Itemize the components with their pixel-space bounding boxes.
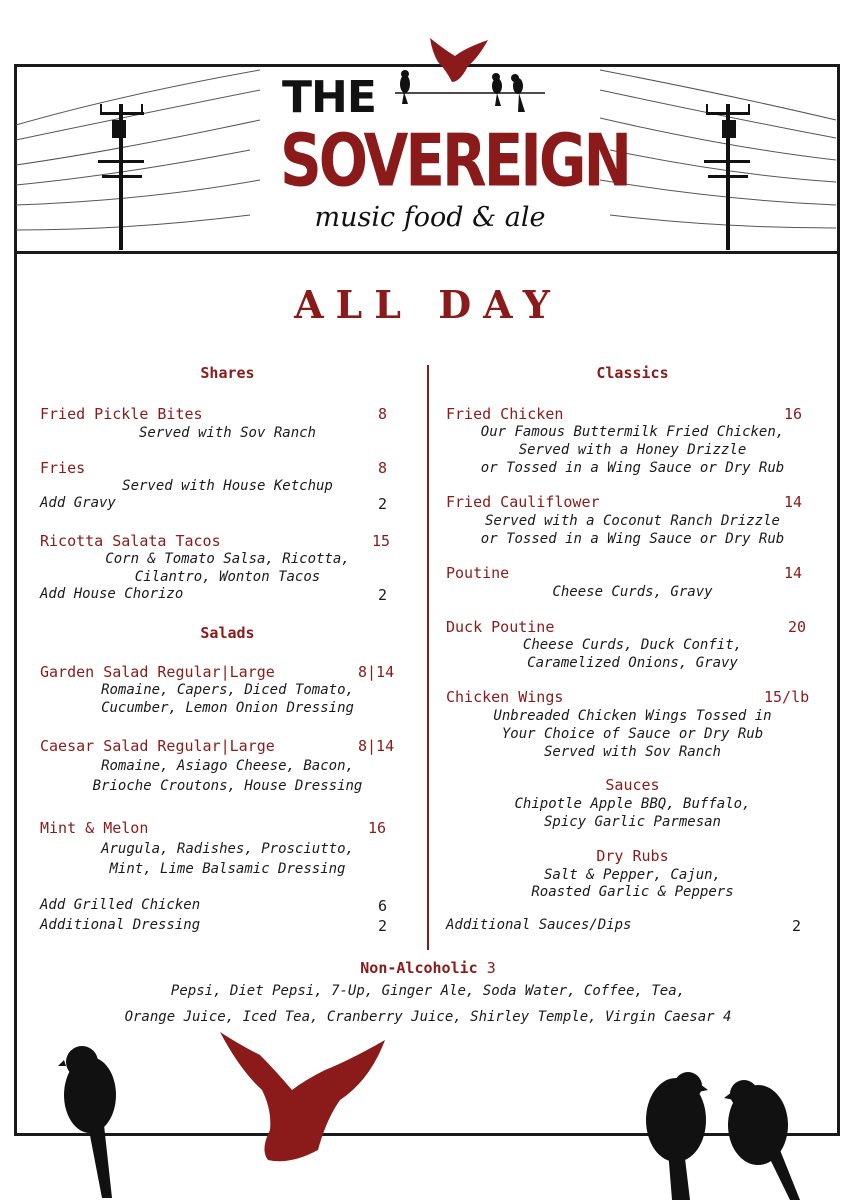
menu-item-name: Chicken Wings — [446, 688, 564, 706]
menu-item-desc: Romaine, Asiago Cheese, Bacon, — [101, 758, 354, 774]
menu-item-desc: Served with Sov Ranch — [543, 744, 721, 760]
menu-item-price: 14 — [784, 564, 803, 582]
menu-addon-price: 2 — [378, 495, 388, 513]
menu-addon-price: 2 — [378, 586, 388, 604]
menu-item-desc: Unbreaded Chicken Wings Tossed in — [493, 708, 772, 724]
menu-addon-label: Add Gravy — [40, 495, 116, 511]
menu-addon-price: 6 — [378, 897, 388, 915]
menu-item-price: 8|14 — [358, 663, 395, 681]
menu-item-desc: Served with a Coconut Ranch Drizzle — [484, 513, 780, 529]
menu-item-desc: Cheese Curds, Duck Confit, — [522, 637, 743, 653]
page-title: ALL DAY — [294, 282, 562, 327]
non-alcoholic-price: 3 — [486, 959, 496, 977]
sauces-line: Spicy Garlic Parmesan — [543, 814, 721, 830]
menu-addon-price: 2 — [378, 917, 388, 935]
menu-item-desc: Arugula, Radishes, Prosciutto, — [101, 841, 354, 857]
menu-item-desc: or Tossed in a Wing Sauce or Dry Rub — [480, 460, 785, 476]
non-alcoholic-heading: Non-Alcoholic — [360, 959, 478, 977]
menu-item-name: Ricotta Salata Tacos — [40, 532, 221, 550]
logo-tagline: music food & ale — [314, 202, 546, 233]
menu-item-desc: Served with a Honey Drizzle — [518, 442, 747, 458]
section-heading-classics: Classics — [596, 364, 669, 382]
menu-addon-price: 2 — [792, 917, 802, 935]
menu-item-price: 16 — [784, 405, 803, 423]
menu-item-name: Duck Poutine — [446, 618, 555, 636]
perched-birds-icon — [400, 70, 525, 112]
column-divider — [427, 365, 429, 950]
menu-item-price: 8 — [378, 405, 388, 423]
menu-addon-label: Add Grilled Chicken — [40, 897, 201, 913]
menu-item-desc: Caramelized Onions, Gravy — [527, 655, 738, 671]
menu-item-name: Fries — [40, 459, 86, 477]
menu-item-name: Fried Pickle Bites — [40, 405, 203, 423]
menu-item-desc: Cilantro, Wonton Tacos — [134, 569, 321, 585]
menu-item-name: Poutine — [446, 564, 510, 582]
utility-pole-right-icon — [704, 104, 750, 250]
flying-bird-bottom-icon — [220, 1032, 385, 1161]
menu-item-price: 20 — [788, 618, 807, 636]
menu-item-desc: Served with House Ketchup — [122, 478, 333, 494]
dry-rubs-line: Roasted Garlic & Peppers — [531, 884, 734, 900]
menu-addon-label: Additional Dressing — [40, 917, 201, 933]
birds-bottom-right-icon — [646, 1072, 800, 1200]
menu-item-desc: Brioche Croutons, House Dressing — [92, 778, 363, 794]
menu-item-price: 15/lb — [764, 688, 810, 706]
menu-item-desc: Our Famous Buttermilk Fried Chicken, — [480, 424, 785, 440]
menu-item-price: 16 — [368, 819, 387, 837]
menu-item-desc: Cheese Curds, Gravy — [552, 584, 713, 600]
menu-item-desc: Your Choice of Sauce or Dry Rub — [501, 726, 764, 742]
menu-item-desc: Cucumber, Lemon Onion Dressing — [101, 700, 354, 716]
non-alcoholic-line: Pepsi, Diet Pepsi, 7-Up, Ginger Ale, Soda Water, Coffee, Tea, — [170, 983, 686, 999]
menu-item-price: 15 — [372, 532, 391, 550]
menu-item-name: Caesar Salad Regular|Large — [40, 737, 275, 755]
menu-item-name: Fried Cauliflower — [446, 493, 600, 511]
logo-name: SOVEREIGN — [280, 118, 630, 203]
flying-bird-top-icon — [430, 38, 488, 82]
menu-item-name: Garden Salad Regular|Large — [40, 663, 275, 681]
menu-item-name: Mint & Melon — [40, 819, 149, 837]
dry-rubs-heading: Dry Rubs — [596, 847, 669, 865]
logo-the: THE — [282, 72, 376, 123]
non-alcoholic-heading-row — [0, 959, 856, 977]
section-heading-shares: Shares — [200, 364, 255, 382]
menu-item-name: Fried Chicken — [446, 405, 564, 423]
non-alcoholic-line: Orange Juice, Iced Tea, Cranberry Juice, Shirley Temple, Virgin Caesar 4 — [124, 1009, 732, 1025]
menu-item-price: 14 — [784, 493, 803, 511]
menu-addon-label: Additional Sauces/Dips — [446, 917, 632, 933]
sauces-heading: Sauces — [605, 776, 660, 794]
section-heading-salads: Salads — [200, 624, 255, 642]
bird-bottom-left-icon — [58, 1046, 116, 1198]
sauces-line: Chipotle Apple BBQ, Buffalo, — [514, 796, 751, 812]
menu-item-desc: Romaine, Capers, Diced Tomato, — [101, 682, 354, 698]
dry-rubs-line: Salt & Pepper, Cajun, — [543, 867, 721, 883]
menu-item-price: 8|14 — [358, 737, 395, 755]
menu-item-desc: Served with Sov Ranch — [138, 425, 316, 441]
menu-item-price: 8 — [378, 459, 388, 477]
menu-item-desc: Mint, Lime Balsamic Dressing — [109, 861, 346, 877]
menu-addon-label: Add House Chorizo — [40, 586, 184, 602]
menu-item-desc: or Tossed in a Wing Sauce or Dry Rub — [480, 531, 785, 547]
menu-item-desc: Corn & Tomato Salsa, Ricotta, — [105, 551, 350, 567]
